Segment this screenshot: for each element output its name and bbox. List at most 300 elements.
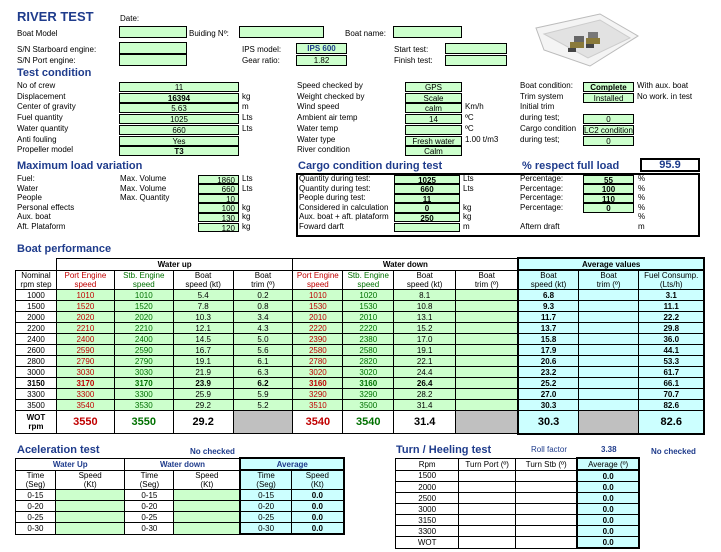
acc-cell: 0-15 <box>240 490 291 501</box>
perf-cell[interactable]: 2580 <box>293 345 343 356</box>
perf-cell[interactable]: 1530 <box>293 301 343 312</box>
turn-port-cell[interactable] <box>459 526 516 537</box>
perf-cell: 70.7 <box>639 389 704 400</box>
perf-cell <box>578 378 639 389</box>
wot-cell <box>456 411 519 434</box>
ml-unit: kg <box>242 202 251 212</box>
perf-cell[interactable] <box>456 378 519 389</box>
table-row <box>16 301 705 312</box>
perf-cell[interactable]: 2590 <box>114 345 173 356</box>
ml-value[interactable]: 100 <box>198 203 239 213</box>
perf-cell[interactable] <box>456 356 519 367</box>
perf-cell[interactable]: 12.1 <box>173 323 233 334</box>
acc-cell: 0-30 <box>16 523 56 535</box>
perf-cell: 53.3 <box>639 356 704 367</box>
acc-cell: 0-20 <box>16 501 56 512</box>
perf-cell[interactable]: 3020 <box>343 367 394 378</box>
perf-cell <box>578 290 639 301</box>
tc-mid-value[interactable]: 14 <box>405 114 462 124</box>
perf-cell[interactable]: 2400 <box>114 334 173 345</box>
acc-cell[interactable] <box>174 512 241 523</box>
builder-field[interactable] <box>239 26 324 38</box>
perf-cell[interactable]: 13.1 <box>394 312 456 323</box>
perf-cell: 44.1 <box>639 345 704 356</box>
cargo-pct-value[interactable]: 55 <box>583 175 634 185</box>
perf-cell[interactable]: 19.1 <box>394 345 456 356</box>
acc-cell: 0-15 <box>16 490 56 501</box>
cargo-label: Quantity during test: <box>299 174 371 183</box>
turn-rpm: 3300 <box>396 526 459 537</box>
perf-cell[interactable] <box>456 389 519 400</box>
cargo-pct-unit: % <box>638 174 646 183</box>
perf-cell[interactable]: 5.0 <box>233 334 293 345</box>
cargo-value[interactable] <box>394 223 460 233</box>
perf-cell[interactable]: 16.7 <box>173 345 233 356</box>
perf-cell <box>578 345 639 356</box>
perf-cell[interactable]: 7.8 <box>173 301 233 312</box>
perf-cell <box>578 389 639 400</box>
acc-cell[interactable] <box>55 523 125 535</box>
performance-title: Boat performance <box>17 243 112 255</box>
perf-cell: 20.6 <box>518 356 578 367</box>
perf-cell[interactable] <box>456 367 519 378</box>
perf-cell[interactable] <box>456 345 519 356</box>
cargo-value[interactable]: 1025 <box>394 175 460 185</box>
tc-left-label: Displacement <box>17 91 66 101</box>
gear-ratio-label: Gear ratio: <box>242 56 280 65</box>
perf-cell[interactable]: 29.2 <box>173 400 233 411</box>
tc-left-label: Propeller model <box>17 145 74 155</box>
acc-cell: 0-20 <box>240 501 291 512</box>
turn-stb-cell[interactable] <box>516 526 578 537</box>
perf-cell <box>578 400 639 411</box>
perf-cell[interactable]: 17.0 <box>394 334 456 345</box>
start-test-field[interactable] <box>445 43 507 54</box>
perf-cell[interactable]: 15.2 <box>394 323 456 334</box>
perf-cell: 13.7 <box>518 323 578 334</box>
nominal-header: Nominal <box>21 270 51 280</box>
cargo-unit: kg <box>463 212 472 222</box>
table-row <box>16 523 345 535</box>
perf-cell[interactable]: 3530 <box>114 400 173 411</box>
perf-cell[interactable]: 2210 <box>56 323 114 334</box>
tc-mid-unit: ºC <box>465 123 474 133</box>
perf-cell[interactable]: 3300 <box>114 389 173 400</box>
turn-stb-cell[interactable] <box>516 493 578 504</box>
tc-left-unit: Lts <box>242 113 253 123</box>
cargo-label: Aux. boat + aft. plataform <box>299 212 389 222</box>
perf-cell[interactable]: 23.9 <box>173 378 233 389</box>
ml-unit: Lts <box>242 183 253 193</box>
tc-right-value[interactable]: 0 <box>583 114 634 124</box>
perf-cell <box>578 323 639 334</box>
perf-cell[interactable]: 5.9 <box>233 389 293 400</box>
turn-avg-cell: 0.0 <box>577 504 639 515</box>
perf-cell[interactable]: 2220 <box>293 323 343 334</box>
perf-cell[interactable]: 6.3 <box>233 367 293 378</box>
perf-cell[interactable]: 3500 <box>343 400 394 411</box>
turn-avg-cell: 0.0 <box>577 482 639 493</box>
table-row <box>16 490 345 501</box>
table-row <box>16 345 705 356</box>
turn-stb-cell[interactable] <box>516 537 578 549</box>
wot-cell: 31.4 <box>394 411 456 434</box>
turn-port-cell[interactable] <box>459 493 516 504</box>
tc-left-label: Fuel quantity <box>17 113 63 123</box>
performance-table: Water up Water down Average values Nominal rpm step Port Engine speed Stb. Engine speed Boat speed (kt) Boat trim (º) Port Engine speed Stb. Engine speed Boat speed (kt) Boat trim (º) Boat speed (kt) Boat trim (º) Fuel Consump. (Lts/h) 1000 1010 1010 5.4 0.2 1010 1020 8.1 6.8 3.1 1500 1520 1520 7.8 0.8 1530 1530 10.8 9.3 11.1 2000 2020 2020 10.3 3.4 2010 2010 13.1 11.7 22.2 2200 2210 2210 12.1 4.3 2220 2220 15.2 13.7 29.8 2400 2400 2400 14.5 5.0 2390 2380 17.0 15.8 36.0 2600 2590 2590 16.7 5.6 2580 2580 19.1 17.9 44.1 2800 2790 2790 19.1 6.1 2780 2820 22.1 20.6 53.3 3000 3030 3030 21.9 6.3 3020 3020 24.4 23.2 61.7 3150 3170 3170 23.9 6.2 3160 3160 26.4 25.2 66.1 3300 3300 3300 25.9 5.9 3290 3290 28.2 27.0 70.7 3500 3540 3530 29.2 5.2 3510 3500 31.4 30.3 82.6 WOT rpm 3550 3550 29.2 3540 3540 31.4 30.3 82.6 <box>15 257 705 435</box>
acc-cell: 0-30 <box>125 523 174 535</box>
perf-cell[interactable]: 2590 <box>56 345 114 356</box>
perf-cell[interactable]: 28.2 <box>394 389 456 400</box>
ml-label: Aft. Plataform <box>17 222 66 231</box>
boat-name-label: Boat name: <box>345 29 386 38</box>
perf-cell[interactable]: 22.1 <box>394 356 456 367</box>
wot-cell: 3550 <box>114 411 173 434</box>
perf-cell[interactable]: 31.4 <box>394 400 456 411</box>
tc-mid-label: Wind speed <box>297 102 340 112</box>
cargo-pct-unit: m <box>638 222 645 231</box>
tc-mid-label: Weight checked by <box>297 91 365 101</box>
perf-cell[interactable]: 2400 <box>56 334 114 345</box>
cargo-unit: Lts <box>463 183 474 193</box>
perf-cell[interactable]: 10.8 <box>394 301 456 312</box>
stb-engine-header: Stb. Engine <box>123 270 165 280</box>
perf-cell[interactable]: 3160 <box>293 378 343 389</box>
tc-left-value[interactable]: 1025 <box>119 114 239 124</box>
turn-port-cell[interactable] <box>459 537 516 549</box>
perf-cell[interactable]: 21.9 <box>173 367 233 378</box>
perf-cell: 82.6 <box>639 400 704 411</box>
perf-cell[interactable]: 3020 <box>293 367 343 378</box>
perf-cell[interactable]: 1010 <box>293 290 343 301</box>
perf-cell[interactable]: 2390 <box>293 334 343 345</box>
perf-cell[interactable] <box>456 400 519 411</box>
perf-cell: 2200 <box>16 323 57 334</box>
tc-right-value[interactable]: Installed <box>583 93 634 103</box>
perf-cell[interactable]: 3300 <box>56 389 114 400</box>
ml-unit: kg <box>242 212 251 222</box>
perf-cell[interactable]: 19.1 <box>173 356 233 367</box>
perf-cell[interactable]: 2020 <box>56 312 114 323</box>
perf-cell: 17.9 <box>518 345 578 356</box>
perf-cell: 3000 <box>16 367 57 378</box>
perf-cell[interactable] <box>456 301 519 312</box>
ips-model-field[interactable]: IPS 600 <box>296 43 347 54</box>
perf-cell[interactable]: 3.4 <box>233 312 293 323</box>
perf-cell[interactable]: 1520 <box>114 301 173 312</box>
tc-right-label: Cargo condition <box>520 123 577 133</box>
turn-rpm: 2500 <box>396 493 459 504</box>
perf-cell[interactable] <box>456 290 519 301</box>
perf-cell[interactable]: 5.2 <box>233 400 293 411</box>
ml-label: Personal effects <box>17 202 75 212</box>
table-row <box>396 482 640 493</box>
table-row <box>16 400 705 411</box>
cargo-value[interactable]: 660 <box>394 184 460 194</box>
perf-cell[interactable]: 3510 <box>293 400 343 411</box>
perf-cell[interactable]: 2780 <box>293 356 343 367</box>
turn-no-checked: No checked <box>651 447 696 456</box>
perf-cell[interactable]: 2380 <box>343 334 394 345</box>
acc-cell: 0.0 <box>291 523 344 535</box>
perf-cell[interactable]: 2210 <box>114 323 173 334</box>
perf-cell[interactable]: 3290 <box>343 389 394 400</box>
cargo-value[interactable]: 0 <box>394 203 460 213</box>
table-row <box>396 526 640 537</box>
tc-mid-value[interactable]: Fresh water <box>405 136 462 146</box>
table-row <box>396 470 640 482</box>
perf-cell[interactable]: 10.3 <box>173 312 233 323</box>
perf-cell <box>578 367 639 378</box>
perf-cell[interactable]: 2790 <box>56 356 114 367</box>
wot-cell: 3540 <box>343 411 394 434</box>
perf-cell[interactable]: 1010 <box>114 290 173 301</box>
acc-cell: 0-25 <box>125 512 174 523</box>
perf-cell[interactable]: 24.4 <box>394 367 456 378</box>
turn-stb-cell[interactable] <box>516 504 578 515</box>
tc-right-label: Boat condition: <box>520 81 573 90</box>
acceleration-no-checked: No checked <box>190 447 235 456</box>
perf-cell[interactable]: 1020 <box>343 290 394 301</box>
cargo-unit: Lts <box>463 174 474 183</box>
turn-port-cell[interactable] <box>459 470 516 482</box>
perf-cell[interactable]: 0.8 <box>233 301 293 312</box>
turn-port-cell[interactable] <box>459 482 516 493</box>
tc-left-value[interactable]: T3 <box>119 146 239 156</box>
tc-right-value[interactable]: Complete <box>583 82 634 92</box>
table-row <box>16 378 705 389</box>
gear-ratio-field[interactable]: 1.82 <box>296 55 347 66</box>
turn-stb-cell[interactable] <box>516 515 578 526</box>
table-row <box>16 312 705 323</box>
perf-cell[interactable]: 2790 <box>114 356 173 367</box>
perf-cell[interactable]: 3160 <box>343 378 394 389</box>
perf-cell[interactable]: 4.3 <box>233 323 293 334</box>
table-row <box>16 290 705 301</box>
date-label: Date: <box>120 14 140 23</box>
tc-mid-value[interactable]: calm <box>405 103 462 113</box>
perf-cell[interactable] <box>456 323 519 334</box>
acc-cell: 0-25 <box>240 512 291 523</box>
boat-name-field[interactable] <box>393 26 462 38</box>
tc-mid-unit: 1.00 t/m3 <box>465 134 499 144</box>
perf-cell[interactable]: 2010 <box>293 312 343 323</box>
tc-left-value[interactable]: Yes <box>119 136 239 146</box>
tc-mid-value[interactable]: Calm <box>405 146 462 156</box>
tc-left-unit: Lts <box>242 123 253 133</box>
cargo-pct-label: Percentage: <box>520 202 564 212</box>
turn-title: Turn / Heeling test <box>396 444 492 456</box>
acc-cell[interactable] <box>174 490 241 501</box>
perf-cell: 22.2 <box>639 312 704 323</box>
cargo-pct-value[interactable]: 0 <box>583 203 634 213</box>
perf-cell[interactable]: 6.1 <box>233 356 293 367</box>
turn-rpm: 1500 <box>396 470 459 482</box>
ml-label: Aux. boat <box>17 212 51 222</box>
tc-mid-value[interactable]: Scale <box>405 93 462 103</box>
table-row <box>396 515 640 526</box>
acc-cell: 0-25 <box>16 512 56 523</box>
perf-cell[interactable]: 2580 <box>343 345 394 356</box>
perf-cell[interactable]: 26.4 <box>394 378 456 389</box>
cargo-pct-value[interactable]: 100 <box>583 184 634 194</box>
cargo-label: People during test: <box>299 193 366 203</box>
perf-cell: 2600 <box>16 345 57 356</box>
perf-cell[interactable]: 1010 <box>56 290 114 301</box>
perf-cell[interactable]: 8.1 <box>394 290 456 301</box>
acc-cell[interactable] <box>55 512 125 523</box>
ml-value[interactable]: 660 <box>198 184 239 194</box>
cargo-pct-unit: % <box>638 193 646 203</box>
turn-rpm: 2000 <box>396 482 459 493</box>
turn-port-cell[interactable] <box>459 515 516 526</box>
ml-unit: kg <box>242 222 251 231</box>
turn-stb-cell[interactable] <box>516 470 578 482</box>
wot-label: WOT rpm <box>16 411 57 434</box>
cargo-pct-unit: % <box>638 183 646 193</box>
turn-avg-cell: 0.0 <box>577 470 639 482</box>
turn-stb-cell[interactable] <box>516 482 578 493</box>
roll-factor-label: Roll factor <box>531 445 568 454</box>
ml-value[interactable]: 10 <box>198 194 239 204</box>
acc-cell[interactable] <box>55 501 125 512</box>
tc-right-unit: No work. in test <box>637 91 693 101</box>
acc-cell: 0-15 <box>125 490 174 501</box>
table-row <box>396 504 640 515</box>
perf-cell: 29.8 <box>639 323 704 334</box>
acc-cell[interactable] <box>55 490 125 501</box>
cargo-unit: kg <box>463 202 472 212</box>
perf-cell[interactable]: 3290 <box>293 389 343 400</box>
perf-cell[interactable]: 25.9 <box>173 389 233 400</box>
tc-right-value[interactable]: LC2 condition <box>584 125 633 135</box>
cargo-value[interactable]: 250 <box>394 213 460 223</box>
perf-cell[interactable]: 1530 <box>343 301 394 312</box>
perf-cell[interactable]: 2820 <box>343 356 394 367</box>
perf-cell: 3.1 <box>639 290 704 301</box>
sn-port-field[interactable] <box>119 54 187 66</box>
roll-factor-value: 3.38 <box>601 445 617 454</box>
ml-value[interactable]: 120 <box>198 223 239 233</box>
finish-test-label: Finish test: <box>394 56 433 65</box>
perf-cell: 15.8 <box>518 334 578 345</box>
perf-cell[interactable]: 6.2 <box>233 378 293 389</box>
average-header: Average values <box>518 258 704 270</box>
cargo-value[interactable]: 11 <box>394 194 460 204</box>
perf-cell[interactable]: 3540 <box>56 400 114 411</box>
sn-starboard-field[interactable] <box>119 42 187 54</box>
table-row <box>16 389 705 400</box>
perf-cell[interactable]: 14.5 <box>173 334 233 345</box>
tc-right-value[interactable]: 0 <box>583 136 634 146</box>
cargo-unit: m <box>463 222 470 231</box>
tc-left-value[interactable]: 5.63 <box>119 103 239 113</box>
tc-mid-label: Water type <box>297 134 336 144</box>
finish-test-field[interactable] <box>445 55 507 66</box>
cargo-pct-unit: % <box>638 202 646 212</box>
cargo-title: Cargo condition during test <box>298 160 443 172</box>
perf-cell: 3500 <box>16 400 57 411</box>
tc-left-unit: kg <box>242 91 251 101</box>
ml-label: Water <box>17 183 39 193</box>
respect-value: 95.9 <box>640 158 700 172</box>
cargo-pct-value[interactable]: 110 <box>583 194 634 204</box>
acc-cell: 0-20 <box>125 501 174 512</box>
table-row <box>16 323 705 334</box>
perf-cell: 2400 <box>16 334 57 345</box>
perf-cell[interactable]: 2220 <box>343 323 394 334</box>
acc-cell: 0-30 <box>240 523 291 535</box>
water-up-header: Water up <box>56 258 292 270</box>
perf-cell[interactable]: 3170 <box>114 378 173 389</box>
perf-cell: 11.7 <box>518 312 578 323</box>
ml-sub: Max. Quantity <box>120 193 170 203</box>
tc-mid-label: Water temp <box>297 123 339 133</box>
perf-cell[interactable]: 0.2 <box>233 290 293 301</box>
sn-port-label: S/N Port engine: <box>17 56 76 65</box>
acc-water-up-header: Water Up <box>16 458 125 470</box>
perf-cell[interactable]: 3170 <box>56 378 114 389</box>
acc-water-down-header: Water down <box>125 458 240 470</box>
respect-label: % respect full load <box>522 160 620 172</box>
turn-avg-header: Average (º) <box>577 458 639 470</box>
tc-right-label: Initial trim <box>520 102 555 112</box>
acc-cell: 0.0 <box>291 490 344 501</box>
acc-cell: 0.0 <box>291 501 344 512</box>
perf-cell: 1000 <box>16 290 57 301</box>
tc-mid-label: Speed checked by <box>297 81 363 90</box>
tc-right-label: Trim system <box>520 91 564 101</box>
perf-cell[interactable] <box>456 334 519 345</box>
turn-rpm: WOT <box>396 537 459 549</box>
perf-cell[interactable]: 2020 <box>114 312 173 323</box>
test-condition-title: Test condition <box>17 67 92 79</box>
perf-cell[interactable]: 3030 <box>56 367 114 378</box>
ml-sub: Max. Volume <box>120 174 167 183</box>
ips-model-label: IPS model: <box>242 45 282 54</box>
perf-cell: 25.2 <box>518 378 578 389</box>
start-test-label: Start test: <box>394 45 429 54</box>
cargo-label: Quantity during test: <box>299 183 371 193</box>
tc-left-value[interactable]: 16394 <box>119 93 239 103</box>
turn-rpm: 3000 <box>396 504 459 515</box>
perf-cell[interactable]: 5.6 <box>233 345 293 356</box>
ml-value[interactable]: 1860 <box>198 175 239 185</box>
turn-rpm: 3150 <box>396 515 459 526</box>
table-row <box>16 356 705 367</box>
ml-value[interactable]: 130 <box>198 213 239 223</box>
perf-cell[interactable]: 2010 <box>343 312 394 323</box>
cargo-pct-unit: % <box>638 212 646 222</box>
fuel-header: Fuel Consump. <box>644 271 699 280</box>
acc-cell[interactable] <box>174 501 241 512</box>
boat-model-field[interactable] <box>119 26 187 38</box>
perf-cell[interactable]: 1520 <box>56 301 114 312</box>
acc-cell[interactable] <box>174 523 241 535</box>
perf-cell[interactable]: 5.4 <box>173 290 233 301</box>
turn-port-cell[interactable] <box>459 504 516 515</box>
tc-left-value[interactable]: 11 <box>119 82 239 92</box>
perf-cell[interactable]: 3030 <box>114 367 173 378</box>
perf-cell[interactable] <box>456 312 519 323</box>
wot-row <box>16 411 705 434</box>
tc-mid-value[interactable] <box>405 125 462 135</box>
wot-cell <box>578 411 639 434</box>
tc-left-value[interactable]: 660 <box>119 125 239 135</box>
tc-mid-value[interactable]: GPS <box>405 82 462 92</box>
perf-cell <box>578 312 639 323</box>
tc-left-label: Water quantity <box>17 123 69 133</box>
